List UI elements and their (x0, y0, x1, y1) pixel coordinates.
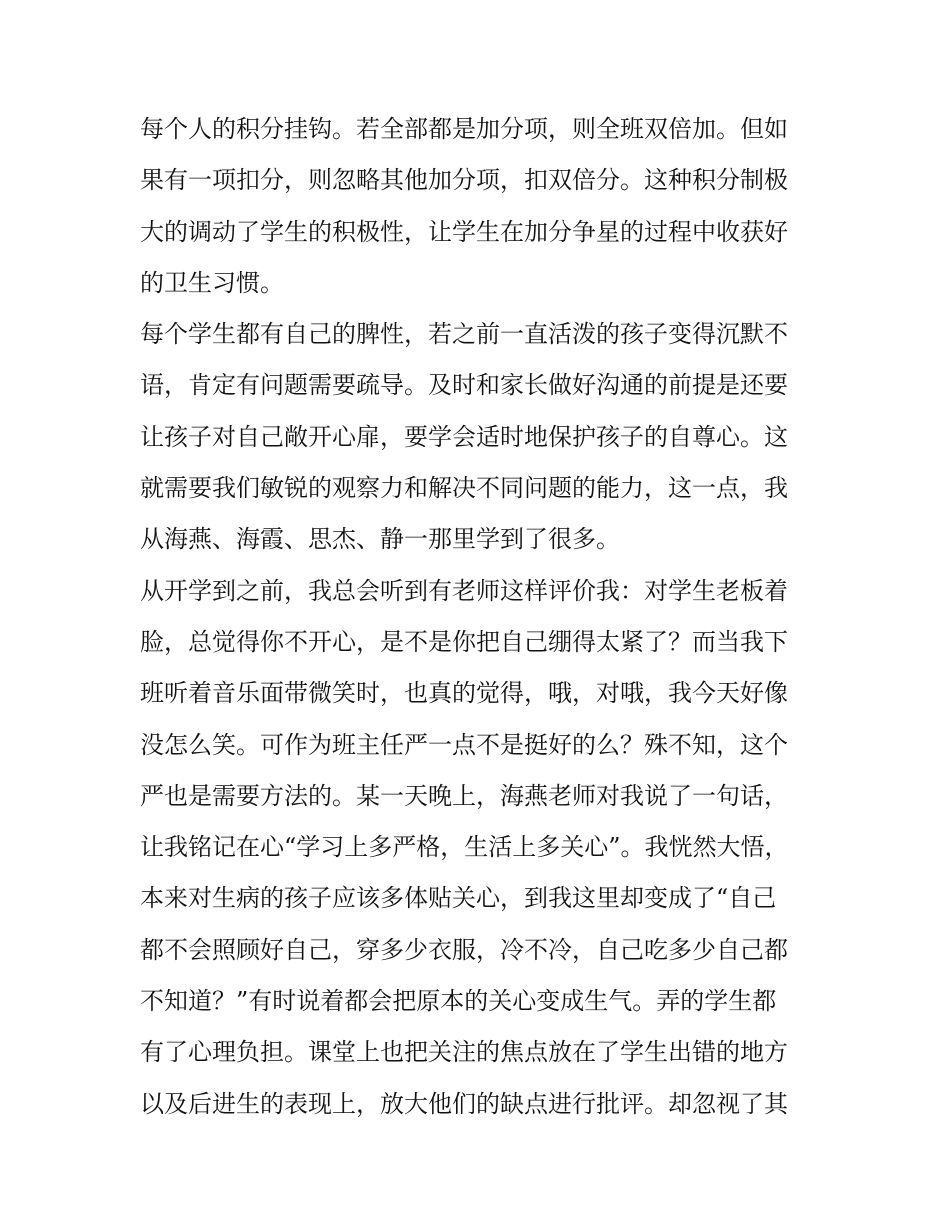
text-line: 从开学到之前，我总会听到有老师这样评价我：对学生老板着 (140, 576, 788, 605)
text-line: 班听着音乐面带微笑时，也真的觉得，哦，对哦，我今天好像 (140, 679, 788, 708)
text-line: 大的调动了学生的积极性，让学生在加分争星的过程中收获好 (140, 217, 788, 246)
text-line: 本来对生病的孩子应该多体贴关心，到我这里却变成了“自己 (140, 884, 777, 913)
text-line: 脸，总觉得你不开心，是不是你把自己绷得太紧了？而当我下 (140, 627, 788, 656)
text-line: 以及后进生的表现上，放大他们的缺点进行批评。却忽视了其 (140, 1089, 788, 1118)
text-line: 就需要我们敏锐的观察力和解决不同问题的能力，这一点，我 (140, 474, 788, 503)
text-line: 让我铭记在心“学习上多严格，生活上多关心”。我恍然大悟， (140, 833, 789, 862)
body-text (140, 104, 830, 1130)
text-line: 每个学生都有自己的脾性，若之前一直活泼的孩子变得沉默不 (140, 320, 788, 349)
text-line: 严也是需要方法的。某一天晚上，海燕老师对我说了一句话， (140, 781, 788, 810)
text-line: 的卫生习惯。 (140, 268, 284, 297)
text-line: 让孩子对自己敞开心扉，要学会适时地保护孩子的自尊心。这 (140, 422, 788, 451)
text-line: 果有一项扣分，则忽略其他加分项，扣双倍分。这种积分制极 (140, 166, 788, 195)
text-line: 语，肯定有问题需要疏导。及时和家长做好沟通的前提是还要 (140, 371, 788, 400)
text-line: 每个人的积分挂钩。若全部都是加分项，则全班双倍加。但如 (140, 115, 788, 143)
text-line: 有了心理负担。课堂上也把关注的焦点放在了学生出错的地方 (140, 1038, 788, 1067)
text-line: 没怎么笑。可作为班主任严一点不是挺好的么？殊不知，这个 (140, 730, 788, 759)
text-line: 从海燕、海霞、思杰、静一那里学到了很多。 (140, 525, 620, 554)
text-line: 都不会照顾好自己，穿多少衣服，冷不冷，自己吃多少自己都 (140, 935, 788, 964)
text-line: 不知道？”有时说着都会把原本的关心变成生气。弄的学生都 (140, 987, 777, 1016)
